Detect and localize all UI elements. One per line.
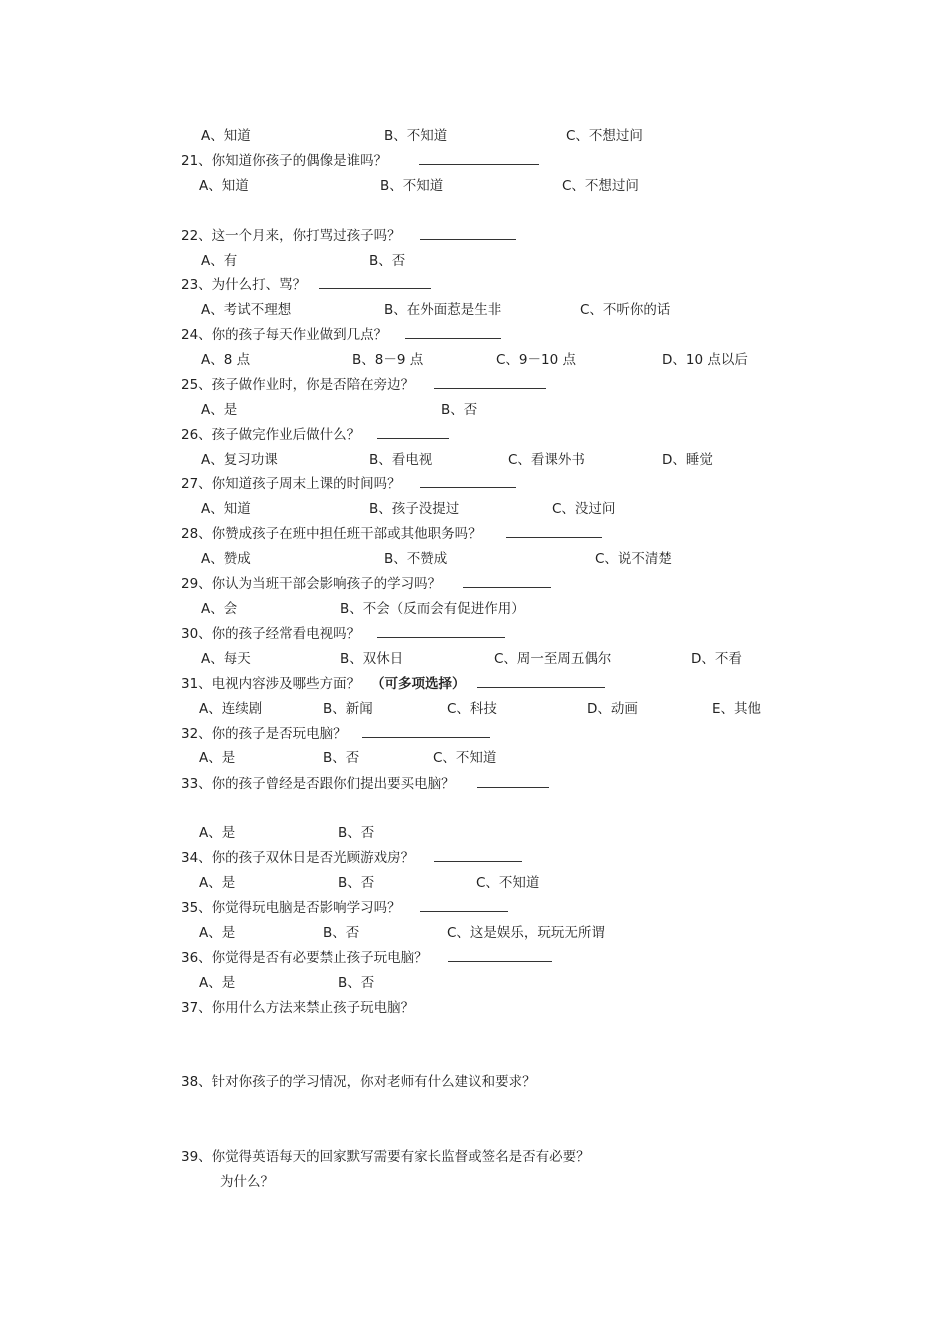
option-q25-a[interactable]: A、是 [201,402,238,418]
option-q35-c[interactable]: C、这是娱乐，玩玩无所谓 [447,925,605,941]
option-q28-a[interactable]: A、赞成 [201,551,251,567]
question-26-text: 26、孩子做完作业后做什么？ [181,427,361,443]
answer-blank-32[interactable] [362,722,490,738]
option-q34-b[interactable]: B、否 [338,875,375,891]
question-30 [0,622,950,646]
option-q33-a[interactable]: A、是 [199,825,236,841]
option-q32-a[interactable]: A、是 [199,750,236,766]
question-24-text: 24、你的孩子每天作业做到几点？ [181,327,388,343]
answer-blank-25[interactable] [434,373,546,389]
option-q36-a[interactable]: A、是 [199,975,236,991]
answer-blank-30[interactable] [377,622,505,638]
question-33 [0,772,950,796]
question-34-text: 34、你的孩子双休日是否光顾游戏房？ [181,850,415,866]
question-36 [0,946,950,970]
option-q35-b[interactable]: B、否 [323,925,360,941]
question-34 [0,846,950,870]
option-q26-a[interactable]: A、复习功课 [201,452,278,468]
answer-blank-21[interactable] [419,149,539,165]
option-q35-a[interactable]: A、是 [199,925,236,941]
question-39-followup: 为什么？ [220,1174,274,1190]
question-38-text: 38、针对你孩子的学习情况，你对老师有什么建议和要求？ [181,1074,536,1090]
options-q25 [0,398,950,422]
option-q20-b[interactable]: B、不知道 [384,128,448,144]
options-q29 [0,597,950,621]
option-q32-c[interactable]: C、不知道 [433,750,497,766]
question-36-text: 36、你觉得是否有必要禁止孩子玩电脑？ [181,950,428,966]
option-q34-c[interactable]: C、不知道 [476,875,540,891]
option-q28-c[interactable]: C、说不清楚 [595,551,672,567]
question-31 [0,672,950,696]
question-33-text: 33、你的孩子曾经是否跟你们提出要买电脑？ [181,776,455,792]
question-35 [0,896,950,920]
option-q24-c[interactable]: C、9－10 点 [496,352,576,368]
options-q30 [0,647,950,671]
options-q33 [0,821,950,845]
option-q31-b[interactable]: B、新闻 [323,701,373,717]
options-q21 [0,174,950,198]
option-q33-b[interactable]: B、否 [338,825,375,841]
question-25-text: 25、孩子做作业时，你是否陪在旁边？ [181,377,415,393]
option-q30-a[interactable]: A、每天 [201,651,251,667]
answer-blank-22[interactable] [420,224,516,240]
option-q31-a[interactable]: A、连续剧 [199,701,263,717]
options-q28 [0,547,950,571]
question-22-text: 22、这一个月来，你打骂过孩子吗？ [181,228,401,244]
option-q29-b[interactable]: B、不会（反而会有促进作用） [340,601,525,617]
options-q23 [0,298,950,322]
option-q22-b[interactable]: B、否 [369,253,406,269]
question-21 [0,149,950,173]
option-q21-b[interactable]: B、不知道 [380,178,444,194]
options-q20 [0,124,950,148]
option-q30-b[interactable]: B、双休日 [340,651,404,667]
option-q32-b[interactable]: B、否 [323,750,360,766]
answer-blank-24[interactable] [405,323,501,339]
option-q23-b[interactable]: B、在外面惹是生非 [384,302,502,318]
options-q32 [0,746,950,770]
question-31-note: （可多项选择） [371,676,466,692]
option-q36-b[interactable]: B、否 [338,975,375,991]
option-q23-a[interactable]: A、考试不理想 [201,302,292,318]
answer-blank-35[interactable] [420,896,508,912]
question-23 [0,273,950,297]
option-q26-c[interactable]: C、看课外书 [508,452,585,468]
option-q27-c[interactable]: C、没过问 [552,501,616,517]
option-q21-a[interactable]: A、知道 [199,178,249,194]
option-q34-a[interactable]: A、是 [199,875,236,891]
question-37 [0,996,950,1020]
option-q26-d[interactable]: D、睡觉 [662,452,713,468]
option-q31-e[interactable]: E、其他 [712,701,762,717]
question-31-text: 31、电视内容涉及哪些方面？ [181,676,361,692]
option-q23-c[interactable]: C、不听你的话 [580,302,671,318]
option-q29-a[interactable]: A、会 [201,601,238,617]
question-24 [0,323,950,347]
question-25 [0,373,950,397]
options-q35 [0,921,950,945]
question-28-text: 28、你赞成孩子在班中担任班干部或其他职务吗？ [181,526,482,542]
question-29-text: 29、你认为当班干部会影响孩子的学习吗？ [181,576,442,592]
answer-blank-28[interactable] [506,522,602,538]
option-q21-c[interactable]: C、不想过问 [562,178,639,194]
option-q20-c[interactable]: C、不想过问 [566,128,643,144]
options-q26 [0,448,950,472]
option-q30-c[interactable]: C、周一至周五偶尔 [494,651,612,667]
options-q34 [0,871,950,895]
options-q27 [0,497,950,521]
question-35-text: 35、你觉得玩电脑是否影响学习吗？ [181,900,401,916]
question-30-text: 30、你的孩子经常看电视吗？ [181,626,361,642]
answer-blank-26[interactable] [377,423,449,439]
question-28 [0,522,950,546]
answer-blank-34[interactable] [434,846,522,862]
answer-blank-33[interactable] [477,772,549,788]
question-39-text: 39、你觉得英语每天的回家默写需要有家长监督或签名是否有必要？ [181,1149,590,1165]
option-q25-b[interactable]: B、否 [441,402,478,418]
question-22 [0,224,950,248]
answer-blank-36[interactable] [448,946,552,962]
question-26 [0,423,950,447]
answer-blank-31[interactable] [477,672,605,688]
option-q24-b[interactable]: B、8－9 点 [352,352,424,368]
option-q22-a[interactable]: A、有 [201,253,238,269]
option-q27-a[interactable]: A、知道 [201,501,251,517]
option-q24-d[interactable]: D、10 点以后 [662,352,748,368]
options-q22 [0,249,950,273]
options-q31 [0,697,950,721]
answer-blank-29[interactable] [463,572,551,588]
option-q30-d[interactable]: D、不看 [691,651,742,667]
question-37-text: 37、你用什么方法来禁止孩子玩电脑？ [181,1000,415,1016]
question-39-followup-row [0,1170,950,1194]
option-q24-a[interactable]: A、8 点 [201,352,251,368]
option-q31-d[interactable]: D、动画 [587,701,638,717]
option-q28-b[interactable]: B、不赞成 [384,551,448,567]
option-q20-a[interactable]: A、知道 [201,128,251,144]
option-q31-c[interactable]: C、科技 [447,701,497,717]
answer-blank-23[interactable] [319,273,431,289]
question-39 [0,1145,950,1169]
answer-blank-27[interactable] [420,472,516,488]
question-29 [0,572,950,596]
question-32-text: 32、你的孩子是否玩电脑？ [181,726,347,742]
question-27-text: 27、你知道孩子周末上课的时间吗？ [181,476,401,492]
question-27 [0,472,950,496]
question-21-text: 21、你知道你孩子的偶像是谁吗？ [181,153,388,169]
options-q24 [0,348,950,372]
question-32 [0,722,950,746]
question-38 [0,1070,950,1094]
question-23-text: 23、为什么打、骂？ [181,277,307,293]
option-q26-b[interactable]: B、看电视 [369,452,433,468]
options-q36 [0,971,950,995]
option-q27-b[interactable]: B、孩子没提过 [369,501,460,517]
